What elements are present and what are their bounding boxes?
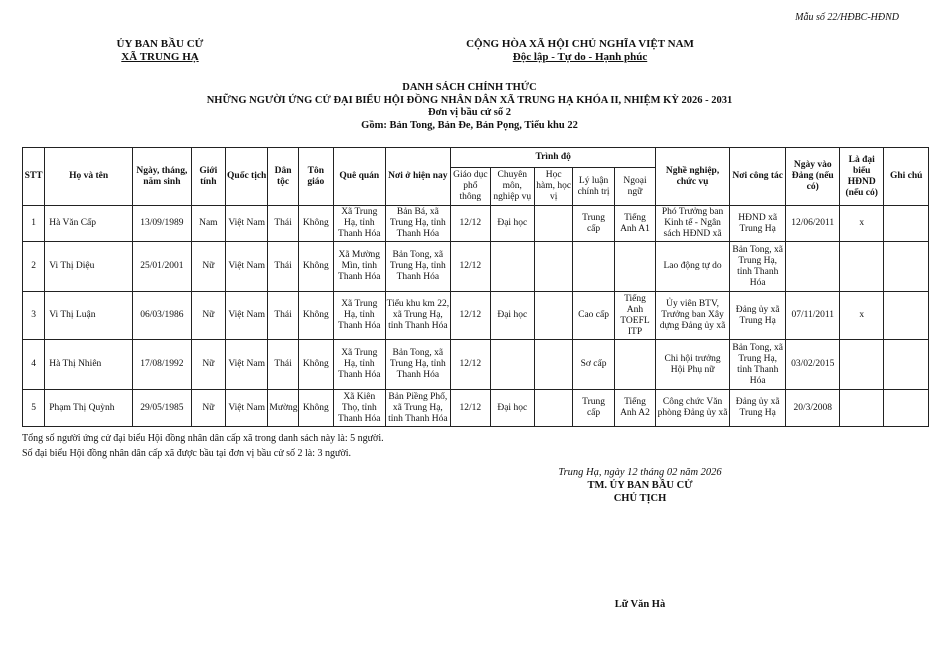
cell-stt: 2	[23, 242, 45, 292]
cell-delegate: x	[839, 206, 883, 242]
header-edu-general: Giáo dục phổ thông	[451, 168, 490, 206]
cell-edu-political: Trung cấp	[573, 206, 614, 242]
cell-party-date: 12/06/2011	[786, 206, 840, 242]
header-delegate: Là đại biểu HĐND (nếu có)	[839, 148, 883, 206]
cell-stt: 1	[23, 206, 45, 242]
cell-edu-language: Tiếng Anh A1	[614, 206, 655, 242]
cell-hometown: Xã Trung Hạ, tỉnh Thanh Hóa	[334, 206, 386, 242]
cell-edu-degree	[534, 390, 572, 427]
cell-stt: 5	[23, 390, 45, 427]
title-4: Gồm: Bản Tong, Bản Đe, Bản Pọng, Tiểu khu 22	[361, 119, 578, 131]
cell-religion: Không	[298, 390, 333, 427]
document-titles	[0, 82, 939, 132]
title-1: DANH SÁCH CHÍNH THỨC	[402, 82, 537, 93]
cell-hometown: Xã Trung Hạ, tỉnh Thanh Hóa	[334, 292, 386, 340]
cell-occupation: Chi hội trưởng Hội Phụ nữ	[656, 340, 730, 390]
cell-workplace: HĐND xã Trung Hạ	[729, 206, 786, 242]
table-row	[23, 292, 929, 340]
note-seats: Số đại biểu Hội đồng nhân dân cấp xã được bầu tại đơn vị bầu cử số 2 là: 3 người.	[22, 447, 352, 459]
header-edu-specialty: Chuyên môn, nghiệp vụ	[490, 168, 534, 206]
header-gender: Giới tính	[191, 148, 225, 206]
cell-residence: Tiểu khu km 22, xã Trung Hạ, tỉnh Thanh Hóa	[385, 292, 451, 340]
cell-edu-degree	[534, 340, 572, 390]
cell-workplace: Đảng ủy xã Trung Hạ	[729, 390, 786, 427]
header-workplace: Nơi công tác	[729, 148, 786, 206]
cell-edu-general: 12/12	[451, 206, 490, 242]
cell-dob: 13/09/1989	[133, 206, 192, 242]
cell-ethnicity: Mường	[268, 390, 298, 427]
cell-edu-general: 12/12	[451, 390, 490, 427]
cell-note	[884, 242, 929, 292]
cell-dob: 25/01/2001	[133, 242, 192, 292]
header-hometown: Quê quán	[334, 148, 386, 206]
cell-ethnicity: Thái	[268, 340, 298, 390]
cell-note	[884, 340, 929, 390]
header-education: Trình độ	[451, 148, 656, 168]
header-edu-political: Lý luận chính trị	[573, 168, 614, 206]
cell-religion: Không	[298, 242, 333, 292]
cell-nationality: Việt Nam	[225, 340, 267, 390]
signature-block	[540, 466, 740, 505]
cell-edu-specialty	[490, 242, 534, 292]
header-occupation: Nghề nghiệp, chức vụ	[656, 148, 730, 206]
cell-edu-language: Tiếng Anh A2	[614, 390, 655, 427]
cell-name: Hà Văn Cấp	[45, 206, 133, 242]
cell-name: Vi Thị Luận	[45, 292, 133, 340]
candidate-table	[22, 147, 929, 427]
cell-dob: 29/05/1985	[133, 390, 192, 427]
cell-religion: Không	[298, 340, 333, 390]
cell-name: Hà Thị Nhiên	[45, 340, 133, 390]
signing-role: CHỦ TỊCH	[613, 493, 667, 504]
cell-ethnicity: Thái	[268, 292, 298, 340]
cell-occupation: Công chức Văn phòng Đảng ủy xã	[656, 390, 730, 427]
cell-edu-specialty: Đại học	[490, 390, 534, 427]
cell-edu-political: Sơ cấp	[573, 340, 614, 390]
cell-stt: 4	[23, 340, 45, 390]
authority-line-2: XÃ TRUNG HẠ	[121, 51, 199, 63]
table-row	[23, 390, 929, 427]
cell-delegate	[839, 242, 883, 292]
cell-delegate	[839, 340, 883, 390]
motto-line-1: CỘNG HÒA XÃ HỘI CHỦ NGHĨA VIỆT NAM	[466, 38, 694, 50]
header-stt: STT	[23, 148, 45, 206]
note-total-candidates: Tổng số người ứng cử đại biểu Hội đồng nhân dân cấp xã trong danh sách này là: 5 người.	[22, 433, 384, 444]
cell-edu-language	[614, 340, 655, 390]
title-2: NHỮNG NGƯỜI ỨNG CỬ ĐẠI BIỂU HỘI ĐỒNG NHÂN DÂN XÃ TRUNG HẠ KHÓA II, NHIỆM KỲ 2026 - 2031	[206, 94, 733, 106]
cell-nationality: Việt Nam	[225, 206, 267, 242]
cell-edu-language: Tiếng Anh TOEFL ITP	[614, 292, 655, 340]
cell-name: Vi Thị Diệu	[45, 242, 133, 292]
cell-edu-language	[614, 242, 655, 292]
cell-gender: Nam	[191, 206, 225, 242]
cell-religion: Không	[298, 206, 333, 242]
table-row	[23, 242, 929, 292]
cell-note	[884, 292, 929, 340]
cell-edu-political	[573, 242, 614, 292]
place-date: Trung Hạ, ngày 12 tháng 02 năm 2026	[558, 467, 722, 478]
cell-delegate: x	[839, 292, 883, 340]
header-dob: Ngày, tháng, năm sinh	[133, 148, 192, 206]
cell-edu-degree	[534, 292, 572, 340]
cell-delegate	[839, 390, 883, 427]
cell-edu-degree	[534, 242, 572, 292]
table-row	[23, 206, 929, 242]
cell-party-date: 03/02/2015	[786, 340, 840, 390]
header-edu-language: Ngoại ngữ	[614, 168, 655, 206]
motto-line-2: Độc lập - Tự do - Hạnh phúc	[512, 51, 648, 63]
table-row	[23, 340, 929, 390]
cell-hometown: Xã Trung Hạ, tỉnh Thanh Hóa	[334, 340, 386, 390]
cell-nationality: Việt Nam	[225, 292, 267, 340]
cell-occupation: Ủy viên BTV, Trưởng ban Xây dựng Đảng ủy xã	[656, 292, 730, 340]
cell-dob: 06/03/1986	[133, 292, 192, 340]
header-ethnicity: Dân tộc	[268, 148, 298, 206]
cell-residence: Bản Piềng Phố, xã Trung Hạ, tỉnh Thanh Hóa	[385, 390, 451, 427]
signer-name: Lữ Văn Hà	[614, 599, 666, 610]
cell-edu-political: Cao cấp	[573, 292, 614, 340]
cell-workplace: Đảng ủy xã Trung Hạ	[729, 292, 786, 340]
signing-org: TM. ỦY BAN BẦU CỬ	[587, 480, 693, 491]
cell-edu-specialty: Đại học	[490, 206, 534, 242]
cell-gender: Nữ	[191, 242, 225, 292]
cell-edu-specialty: Đại học	[490, 292, 534, 340]
issuing-authority	[80, 38, 240, 64]
cell-name: Phạm Thị Quỳnh	[45, 390, 133, 427]
cell-note	[884, 206, 929, 242]
header-party-date: Ngày vào Đảng (nếu có)	[786, 148, 840, 206]
header-residence: Nơi ở hiện nay	[385, 148, 451, 206]
cell-edu-degree	[534, 206, 572, 242]
header-nationality: Quốc tịch	[225, 148, 267, 206]
cell-edu-political: Trung cấp	[573, 390, 614, 427]
title-3: Đơn vị bầu cử số 2	[427, 107, 511, 118]
cell-stt: 3	[23, 292, 45, 340]
header-note: Ghi chú	[884, 148, 929, 206]
authority-line-1: ỦY BAN BẦU CỬ	[116, 38, 204, 50]
summary-notes	[22, 432, 384, 461]
cell-workplace: Bản Tong, xã Trung Hạ, tỉnh Thanh Hóa	[729, 242, 786, 292]
form-number: Mẫu số 22/HĐBC-HĐND	[795, 12, 899, 23]
cell-gender: Nữ	[191, 292, 225, 340]
cell-nationality: Việt Nam	[225, 390, 267, 427]
cell-religion: Không	[298, 292, 333, 340]
cell-hometown: Xã Mường Mìn, tỉnh Thanh Hóa	[334, 242, 386, 292]
cell-ethnicity: Thái	[268, 206, 298, 242]
cell-nationality: Việt Nam	[225, 242, 267, 292]
cell-residence: Bản Bá, xã Trung Hạ, tỉnh Thanh Hóa	[385, 206, 451, 242]
cell-party-date: 07/11/2011	[786, 292, 840, 340]
cell-hometown: Xã Kiên Thọ, tỉnh Thanh Hóa	[334, 390, 386, 427]
cell-residence: Bản Tong, xã Trung Hạ, tỉnh Thanh Hóa	[385, 242, 451, 292]
national-motto	[430, 38, 730, 64]
cell-gender: Nữ	[191, 390, 225, 427]
cell-edu-general: 12/12	[451, 340, 490, 390]
header-name: Họ và tên	[45, 148, 133, 206]
cell-residence: Bản Tong, xã Trung Hạ, tỉnh Thanh Hóa	[385, 340, 451, 390]
cell-party-date	[786, 242, 840, 292]
header-edu-degree: Học hàm, học vị	[534, 168, 572, 206]
cell-ethnicity: Thái	[268, 242, 298, 292]
header-religion: Tôn giáo	[298, 148, 333, 206]
cell-edu-general: 12/12	[451, 292, 490, 340]
cell-workplace: Bản Tong, xã Trung Hạ, tỉnh Thanh Hóa	[729, 340, 786, 390]
cell-edu-general: 12/12	[451, 242, 490, 292]
cell-gender: Nữ	[191, 340, 225, 390]
cell-occupation: Lao động tự do	[656, 242, 730, 292]
cell-occupation: Phó Trưởng ban Kinh tế - Ngân sách HĐND xã	[656, 206, 730, 242]
cell-dob: 17/08/1992	[133, 340, 192, 390]
cell-party-date: 20/3/2008	[786, 390, 840, 427]
cell-edu-specialty	[490, 340, 534, 390]
cell-note	[884, 390, 929, 427]
